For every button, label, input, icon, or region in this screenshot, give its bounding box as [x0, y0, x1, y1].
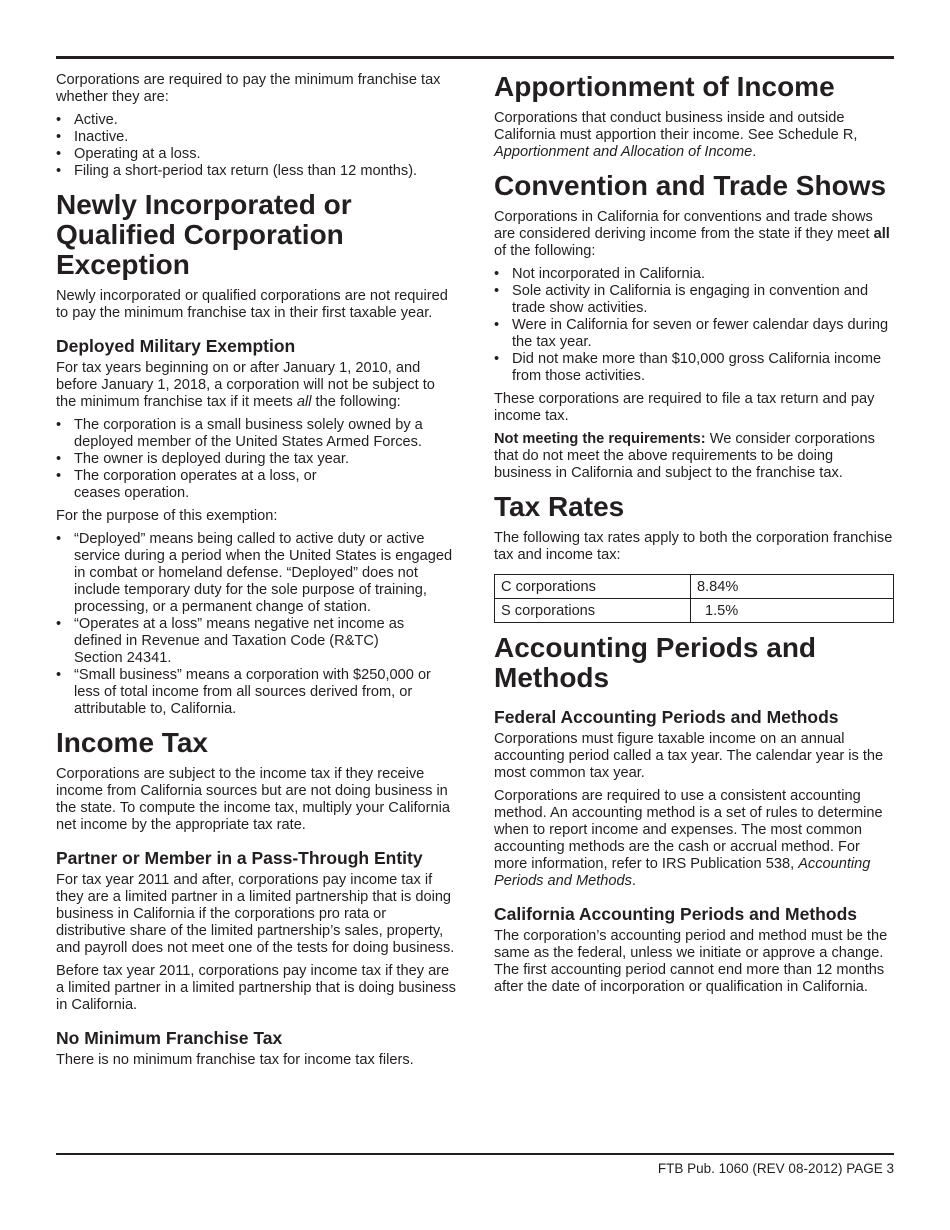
federal-accounting-heading: Federal Accounting Periods and Methods — [494, 707, 839, 727]
california-accounting-text: The corporation’s accounting period and method must be the same as the federal, unless we initiate or approve a change. The first accounting period cannot end more than 12 months after the date of incorporation or qualification in California. — [494, 928, 888, 995]
table-cell-value: 1.5% — [691, 599, 894, 623]
emphasis-all: all — [296, 394, 312, 410]
accounting-periods-heading: Accounting Periods and Methods — [494, 632, 817, 693]
deployed-military-heading: Deployed Military Exemption — [56, 336, 296, 356]
list-item: • “Operates at a loss” means negative net income as defined in Revenue and Taxation Code (R&TC) Section 24341. — [74, 616, 458, 667]
text-span: We consider corporations that do not meet the above requirements to be doing business in California and subject to the franchise tax. — [494, 431, 875, 481]
apportionment-heading: Apportionment of Income — [494, 71, 835, 102]
list-item: • Filing a short-period tax return (less than 12 months). — [74, 163, 458, 180]
newly-incorporated-heading: Newly Incorporated or Qualified Corporation Exception — [56, 189, 352, 280]
newly-incorporated-text: Newly incorporated or qualified corporations are not required to pay the minimum franchise tax in their first taxable year. — [56, 288, 448, 321]
purpose-list — [56, 531, 458, 718]
table-row — [495, 599, 894, 623]
convention-trade-shows-heading: Convention and Trade Shows — [494, 170, 887, 201]
table-cell-label: S corporations — [495, 599, 691, 623]
not-meeting-label: Not meeting the requirements: — [494, 431, 706, 447]
federal-accounting-text-2 — [494, 788, 894, 890]
partner-member-text-2: Before tax year 2011, corporations pay income tax if they are a limited partner in a limited partnership that is doing business in California. — [56, 963, 456, 1013]
table-cell-label: C corporations — [495, 575, 691, 599]
convention-text — [494, 209, 894, 260]
text-span: Corporations in California for conventions and trade shows are considered deriving income from the state if they meet — [494, 209, 874, 242]
intro-list — [56, 112, 458, 180]
income-tax-text: Corporations are subject to the income tax if they receive income from California sources but are not doing business in the state. To compute the income tax, multiply your California net income by the appropriate tax rate. — [56, 766, 450, 833]
tax-rates-heading: Tax Rates — [494, 491, 625, 522]
right-column — [494, 72, 894, 1002]
tax-rates-text: The following tax rates apply to both the corporation franchise tax and income tax: — [494, 530, 893, 563]
military-list — [56, 417, 458, 502]
list-item: • The corporation is a small business solely owned by a deployed member of the United States Armed Forces. — [74, 417, 458, 451]
list-item: • Were in California for seven or fewer calendar days during the tax year. — [512, 317, 894, 351]
bold-all: all — [873, 226, 890, 242]
list-item: • Active. — [74, 112, 458, 129]
tax-rates-table — [494, 574, 894, 623]
no-minimum-franchise-tax-heading: No Minimum Franchise Tax — [56, 1028, 283, 1048]
page-footer: FTB Pub. 1060 (REV 08-2012) PAGE 3 — [657, 1161, 894, 1176]
deployed-military-text — [56, 360, 458, 411]
income-tax-heading: Income Tax — [56, 727, 208, 758]
list-item: • “Deployed” means being called to active duty or active service during a period when the United States is engaged in combat or homeland defense. “Deployed” does not include temporary duty for the sole purpose of training, processing, or a permanent change of station. — [74, 531, 458, 616]
bottom-rule — [56, 1153, 894, 1155]
list-item: • Sole activity in California is engaging in convention and trade show activities. — [512, 283, 894, 317]
no-minimum-franchise-tax-text: There is no minimum franchise tax for income tax filers. — [56, 1052, 414, 1068]
irs-publication-title: Accounting Periods and Methods — [494, 856, 871, 889]
list-item: • Inactive. — [74, 129, 458, 146]
top-rule — [56, 56, 894, 59]
left-column — [56, 72, 458, 1075]
convention-text-2: These corporations are required to file a tax return and pay income tax. — [494, 391, 875, 424]
text-span: of the following: — [494, 243, 596, 259]
text-span: . — [752, 144, 757, 160]
schedule-r-title: Apportionment and Allocation of Income — [494, 144, 753, 160]
convention-list — [494, 266, 894, 385]
intro-text: Corporations are required to pay the minimum franchise tax whether they are: — [56, 72, 441, 105]
list-item: • Not incorporated in California. — [512, 266, 894, 283]
list-item: • Did not make more than $10,000 gross California income from those activities. — [512, 351, 894, 385]
text-span: For tax years beginning on or after January 1, 2010, and before January 1, 2018, a corporation will not be subject to the minimum franchise tax if it meets — [56, 360, 435, 410]
text-span: Corporations are required to use a consistent accounting method. An accounting method is a set of rules to determine when to report income and expenses. The most common accounting methods are the cash or accrual method. For more information, refer to IRS Publication 538, — [494, 788, 883, 872]
apportionment-text — [494, 110, 894, 161]
purpose-text: For the purpose of this exemption: — [56, 508, 278, 524]
list-item: • Operating at a loss. — [74, 146, 458, 163]
table-cell-value: 8.84% — [691, 575, 894, 599]
list-item: • The owner is deployed during the tax year. — [74, 451, 458, 468]
text-span: the following: — [311, 394, 401, 410]
federal-accounting-text-1: Corporations must figure taxable income on an annual accounting period called a tax year. The calendar year is the most common tax year. — [494, 731, 884, 781]
california-accounting-heading: California Accounting Periods and Methods — [494, 904, 857, 924]
table-row — [495, 575, 894, 599]
not-meeting-requirements-text — [494, 431, 894, 482]
list-item: • “Small business” means a corporation with $250,000 or less of total income from all sources derived from, or attributable to, California. — [74, 667, 458, 718]
text-span: Corporations that conduct business inside and outside California must apportion their income. See Schedule R, — [494, 110, 858, 143]
partner-member-heading: Partner or Member in a Pass-Through Entity — [56, 848, 423, 868]
list-item: • The corporation operates at a loss, or ceases operation. — [74, 468, 458, 502]
text-span: . — [631, 873, 636, 889]
partner-member-text-1: For tax year 2011 and after, corporations pay income tax if they are a limited partner in a limited partnership that is doing business in California if the corporations pro rata or distributive share of the limited partnership’s sales, property, and payroll does not meet one of the tests for doing business. — [56, 872, 455, 956]
